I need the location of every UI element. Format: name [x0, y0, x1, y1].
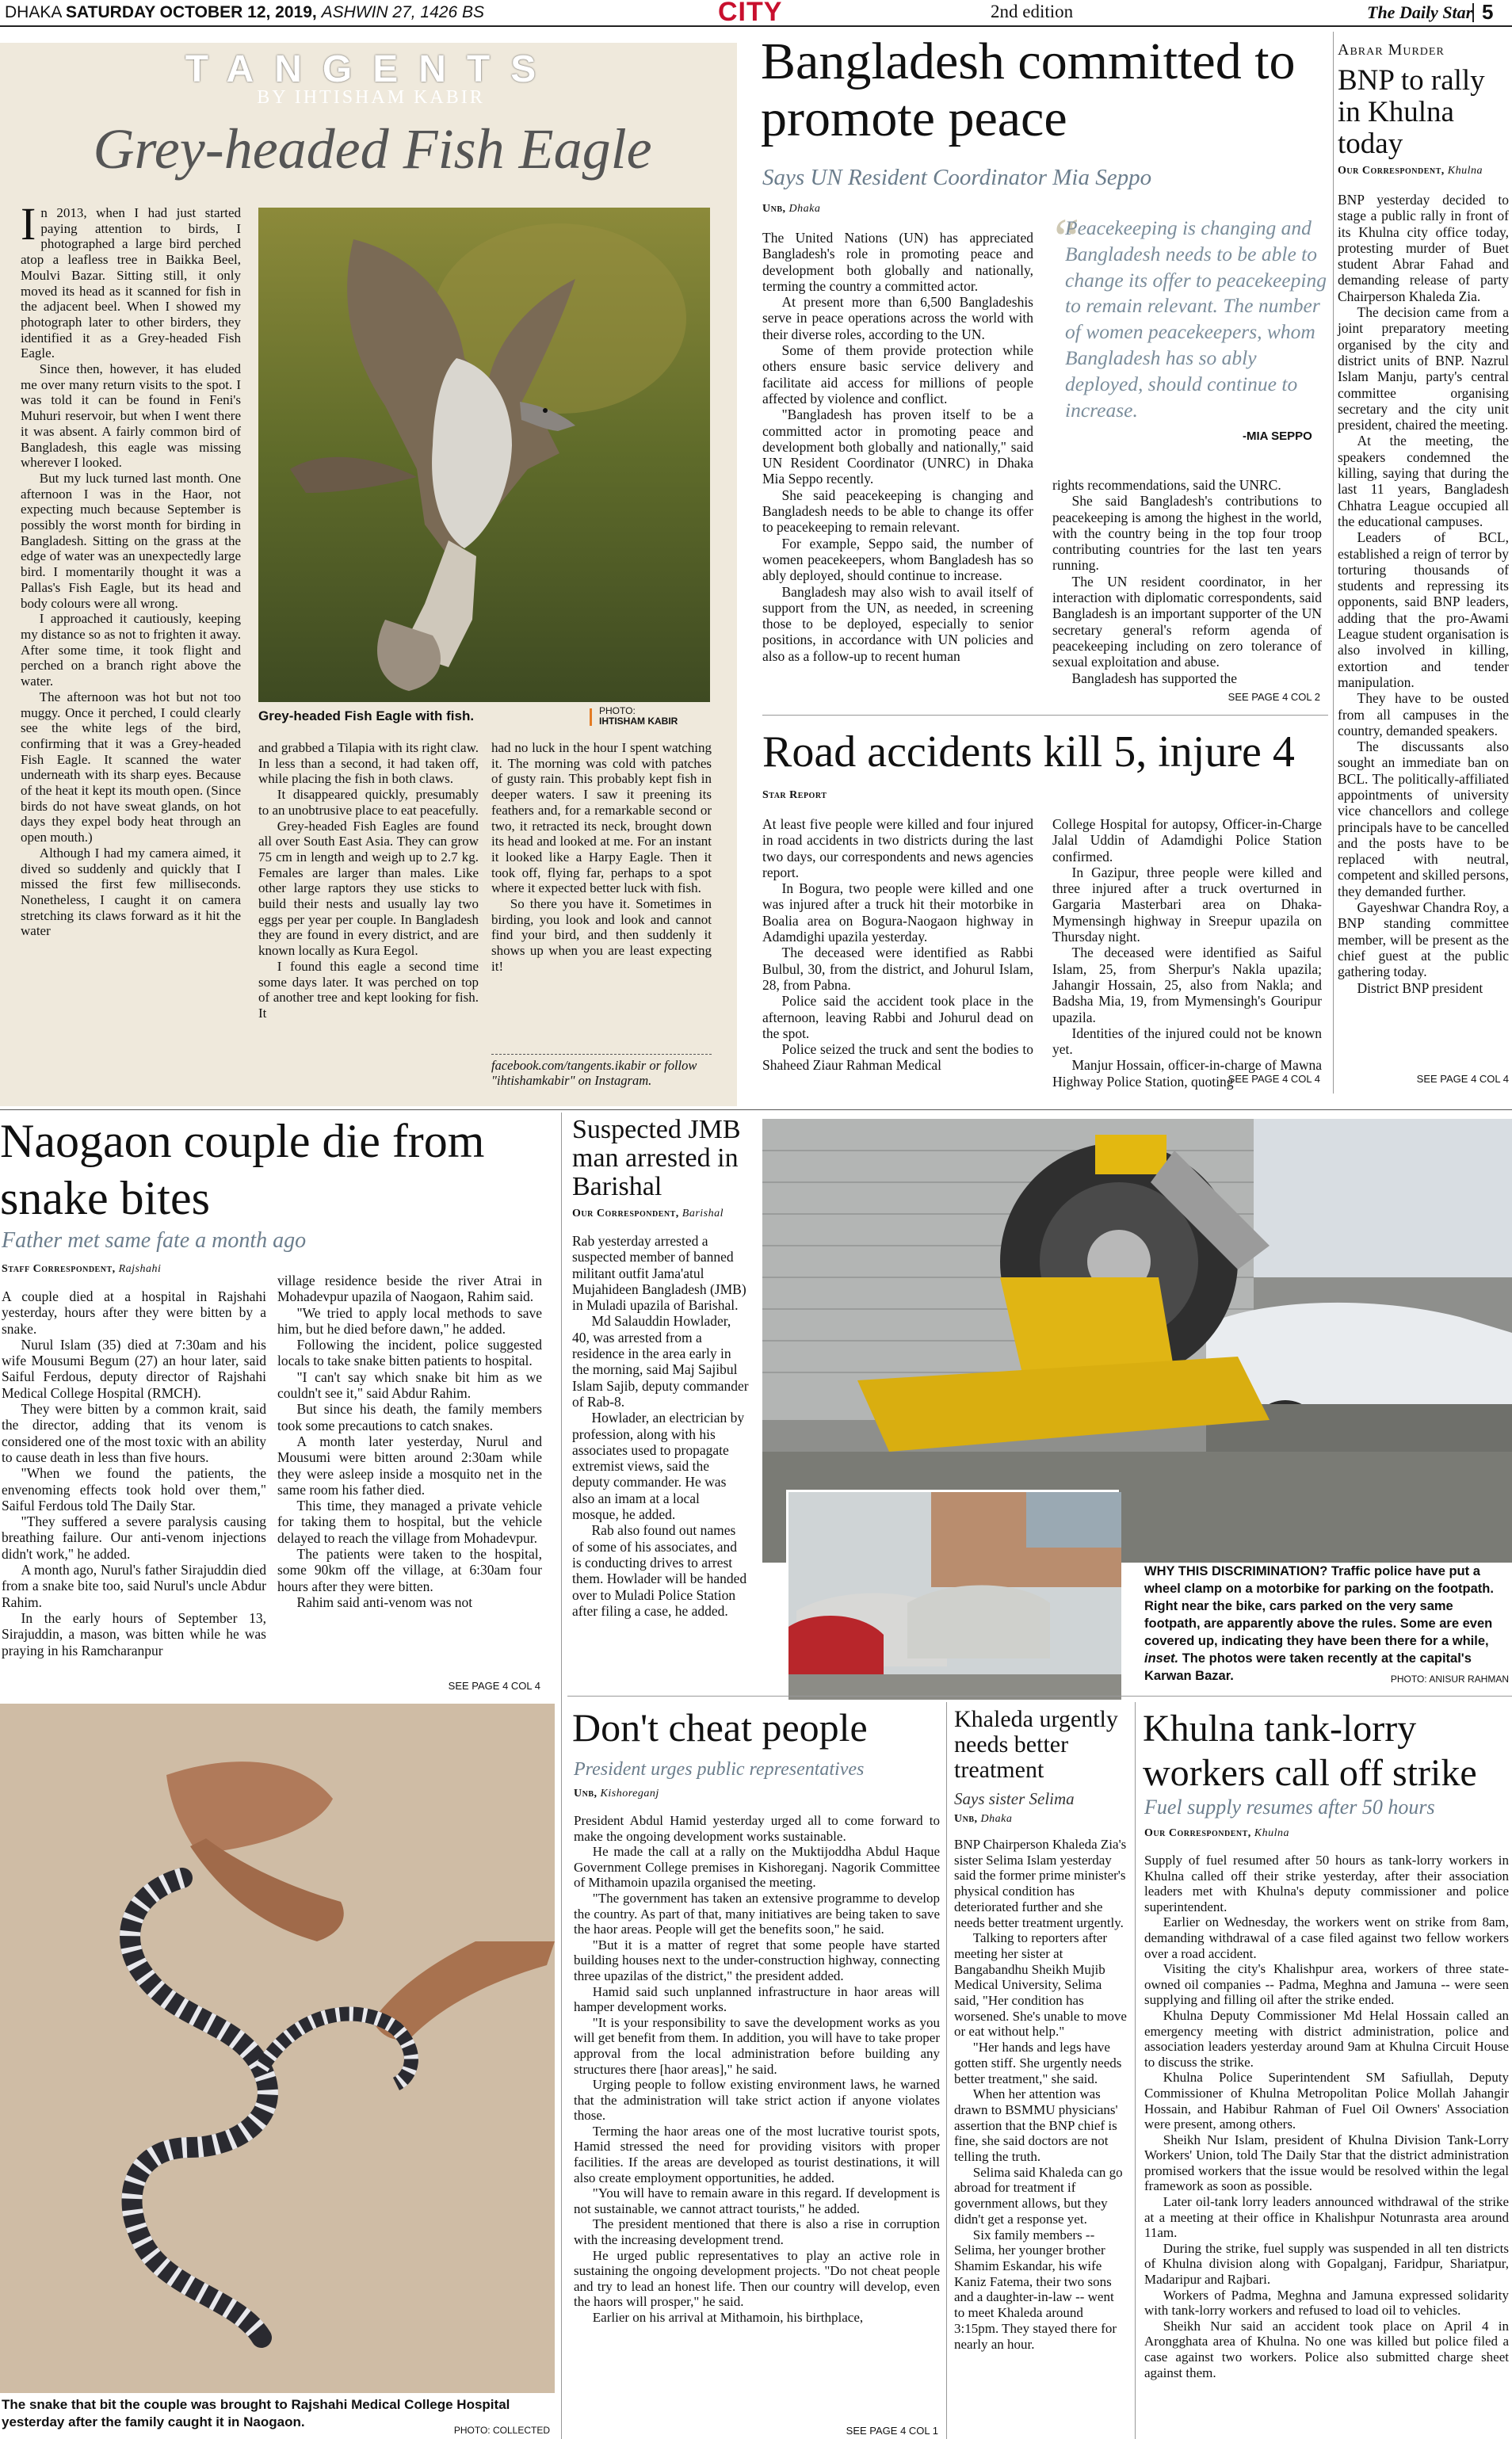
naogaon-paragraph: In the early hours of September 13, Sirajuddin, a mason, was bitten while he was praying in his Ramcharanpur [2, 1609, 266, 1658]
eagle-photo-credit: IHTISHAM KABIR [599, 716, 678, 727]
cheat-paragraph: "You will have to remain aware in this regard. If development is not sustainable, we cannot attract tourists," he added. [574, 2185, 940, 2216]
bnp-continued[interactable]: SEE PAGE 4 COL 4 [1416, 1073, 1509, 1085]
cheat-paragraph: President Abdul Hamid yesterday urged all to come forward to make the ongoing development works sustainable. [574, 1813, 940, 1844]
tangents-paragraph: It disappeared quickly, presumably to an unobtrusive place to eat peacefully. [258, 787, 479, 818]
page-header [0, 0, 1512, 27]
tangents-paragraph: had no luck in the hour I spent watching it. The morning was cold with patches of gusty rain. This probably kept fish in deeper waters. I saw it preening its feathers and, for a remarkable second or two, it retracted its neck, brought down its head and looked at me. For an instant it looked like a Harpy Eagle. Then it took off, flying far, perhaps to a spot where it expected better luck with fish. [491, 740, 712, 896]
peace-paragraph: For example, Seppo said, the number of women peacekeepers, whom Bangladesh has so ably deployed, should continue to increase. [762, 535, 1033, 584]
peace-paragraph: Some of them provide protection while others ensure basic service delivery and facilitate aid access for millions of people affected by violence and conflict. [762, 342, 1033, 406]
peace-paragraph: rights recommendations, said the UNRC. [1052, 477, 1281, 493]
bnp-kicker: Abrar Murder [1338, 41, 1445, 59]
naogaon-paragraph: A couple died at a hospital in Rajshahi yesterday, hours after they were bitten by a snake. [2, 1288, 266, 1337]
khaleda-paragraph: Six family members -- Selima, her younger brother Shamim Eskandar, his wife Kaniz Fatema, their two sons and a daughter-in-law -- went to meet Khaleda around 3:15pm. They stayed there for nearly an hour. [954, 2227, 1117, 2352]
tangents-dropcap-paragraph: In 2013, when I had just started paying attention to birds, I photographed a large bird perched atop a leafless tree in Baikka Beel, Moulvi Bazar. Sitting still, it only moved its head as it scanned for fish in the adjacent beel. When I showed my photograph later to other birders, they identified it as a Grey-headed Fish Eagle. [21, 198, 241, 361]
khulna-paragraph: Sheikh Nur Islam, president of Khulna Division Tank-Lorry Workers' Union, told The Daily Star that the district administration promised workers that the issue would be resolved within the legal framework as soon as possible. [1144, 2132, 1509, 2194]
tangents-paragraph: Although I had my camera aimed, it dived so suddenly and quickly that I missed the first few milliseconds. Nonetheless, I caught it on camera stretching its claws forward as it hit the water [21, 845, 241, 939]
column-rule [1135, 1702, 1136, 2439]
jmb-paragraph: Rab yesterday arrested a suspected member of banned militant outfit Jama'atul Mujahideen Bangladesh (JMB) in Muladi upazila of Barishal. [572, 1233, 746, 1314]
peace-quote-attribution: -MIA SEPPO [1243, 429, 1312, 443]
road-paragraph: Manjur Hossain, officer-in-charge of Mawna Highway Police Station, quoting [1052, 1057, 1322, 1090]
road-paragraph: At least five people were killed and four injured in road accidents in two districts during the last two days, our correspondents and news agencies report. [762, 816, 1033, 880]
bnp-paragraph: BNP yesterday decided to stage a public rally in front of its Khulna city office today, protesting murder of Buet student Abrar Fahad and demanding release of party Chairperson Khaleda Zia. [1338, 192, 1509, 304]
peace-paragraph: She said Bangladesh's contributions to peacekeeping is among the highest in the world, with the country being in the top four troop contributing countries for the last ten years running. [1052, 493, 1322, 574]
naogaon-paragraph: Rahim said anti-venom was not [296, 1594, 473, 1610]
cheat-paragraph: Terming the haor areas one of the most lucrative tourist spots, Hamid stressed the need for providing visitors with proper facilities. If the areas are developed as tourist destinations, it will also create employment opportunities, he added. [574, 2123, 940, 2185]
bnp-paragraph: The decision came from a joint preparatory meeting organised by the city and district units of BNP. Nazrul Islam Manju, party's central committee organising secretary and the city unit president, chaired the meeting. [1338, 304, 1509, 433]
tangents-headline: Grey-headed Fish Eagle [93, 117, 652, 181]
tangents-paragraph: I found this eagle a second time some days later. It was perched on top of another tree and kept looking for fish. It [258, 958, 479, 1021]
peace-headline: Bangladesh committed to promote peace [761, 32, 1296, 147]
khaleda-body [954, 1837, 1127, 2436]
khulna-paragraph: Earlier on Wednesday, the workers went on strike from 8am, demanding withdrawal of a case filed against two fellow workers over a road accident. [1144, 1914, 1509, 1961]
cheat-paragraph: The president mentioned that there is also a rise in corruption with the increasing development trend. [574, 2216, 940, 2248]
cheat-paragraph: Earlier on his arrival at Mithamoin, his birthplace, [592, 2310, 864, 2325]
tangents-paragraph: The afternoon was hot but not too muggy. Once it perched, I could clearly see the white legs of the bird, confirming that it was a Grey-headed Fish Eagle. It scanned the water underneath with its sharp eyes. Because of the heat it kept its mouth open. (Since birds do not have sweat glands, on hot days they expel body heat through an open mouth.) [21, 689, 241, 845]
naogaon-paragraph: "I can't say which snake bit him as we couldn't see it," said Abdur Rahim. [277, 1368, 542, 1402]
khaleda-paragraph: BNP Chairperson Khaleda Zia's sister Selima Islam yesterday said the former prime minister's physical condition has deteriorated further and she needs better treatment urgently. [954, 1837, 1127, 1930]
naogaon-paragraph: They were bitten by a common krait, said the director, adding that its venom is considered one of the most toxic with an ability to cause death in less than five hours. [2, 1401, 266, 1465]
bnp-paragraph: District BNP president [1357, 979, 1483, 996]
quote-mark: “ [1054, 207, 1079, 270]
tangents-paragraph: So there you have it. Sometimes in birding, you look and look and cannot find your bird, and then suddenly it shows up when you are least expecting it! [491, 896, 712, 974]
masthead-logo: The Daily Star [1367, 2, 1473, 22]
bnp-paragraph: Leaders of BCL, established a reign of terror by torturing thousands of students and repressing its opponents, said BNP leaders, adding that the pro-Awami League student organisation is also involved in killing, extortion and tender manipulation. [1338, 529, 1509, 690]
peace-pullquote: Peacekeeping is changing and Bangladesh needs to be able to change its offer to peacekeeping to remain relevant. The number of women peacekeepers, whom Bangladesh has so ably deployed, should continue to increase. [1065, 216, 1327, 422]
road-paragraph: In Bogura, two people were killed and one was injured after a truck hit their motorbike in Boalia area on Bogura-Naogaon highway in Adamdighi upazila yesterday. [762, 880, 1033, 945]
bnp-paragraph: Gayeshwar Chandra Roy, a BNP standing committee member, will be present as the chief guest at the public gathering today. [1338, 899, 1509, 980]
khulna-paragraph: Later oil-tank lorry leaders announced withdrawal of the strike at a meeting at their office in Khalishpur Notunrasta area around 11am. [1144, 2194, 1509, 2241]
naogaon-continued[interactable]: SEE PAGE 4 COL 4 [448, 1680, 540, 1692]
cheat-paragraph: "It is your responsibility to save the development works as you will get benefit from them. In addition, you will have to take proper approval from the local administration before building any structures there [haor areas]," he said. [574, 2014, 940, 2077]
cheat-paragraph: Hamid said such unplanned infrastructure in haor areas will hamper development works. [574, 1983, 940, 2015]
motorbike-clamp-photo [762, 1119, 1512, 1563]
khulna-headline: Khulna tank-lorry workers call off strike [1143, 1708, 1477, 1794]
naogaon-paragraph: "They suffered a severe paralysis causing breathing failure. Our anti-venom injections didn't work," he added. [2, 1513, 266, 1562]
column-rule [946, 1702, 947, 2439]
tangents-panel [0, 43, 737, 1106]
snake-photo-caption: The snake that bit the couple was brought to Rajshahi Medical College Hospital yesterday after the family caught it in Naogaon. [2, 2397, 510, 2429]
khulna-paragraph: Khulna Police Superintendent SM Safiullah, Deputy Commissioner of Khulna Metropolitan Police Mollah Jahangir Hossain, and Habibur Rahman of Fuel Oil Owners' Association were present, among others. [1144, 2070, 1509, 2132]
naogaon-paragraph: This time, they managed a private vehicle for taking them to hospital, but the vehicle delayed to reach the village from Mohadevpur. [277, 1498, 542, 1546]
peace-subhead: Says UN Resident Coordinator Mia Seppo [762, 165, 1152, 190]
cheat-paragraph: Urging people to follow existing environment laws, he warned that the administration will take strict action if anyone violates those. [574, 2077, 940, 2124]
tangents-paragraph: I approached it cautiously, keeping my distance so as not to frighten it away. After some time, it took flight and perched on a branch right above the water. [21, 611, 241, 689]
peace-paragraph: At present more than 6,500 Bangladeshis serve in peace operations across the world with their diverse roles, according to the UN. [762, 294, 1033, 342]
tangents-paragraph: n 2013, when I had just started paying attention to birds, I photographed a large bird perched atop a leafless tree in Baikka Beel, Moulvi Bazar. Sitting still, it only moved its head as it scanned for fish in the adjacent beel. When I showed my photograph later to other birders, they identified it as a Grey-headed Fish Eagle. [21, 205, 241, 361]
jmb-paragraph: Rab also found out names of some of his associates, and is conducting drives to arrest them. Howlader will be handed over to Muladi Police Station after filing a case, he added. [572, 1522, 747, 1619]
bnp-paragraph: They have to be ousted from all campuses in the country, demanded speakers. [1338, 690, 1509, 739]
column-rule [1333, 32, 1334, 1094]
road-paragraph: The deceased were identified as Rabbi Bulbul, 30, from the district, and Johurul Islam, 28, from Pabna. [762, 945, 1033, 993]
section-rule [762, 715, 1328, 716]
jmb-body [572, 1233, 750, 1677]
caption-lead: WHY THIS DISCRIMINATION? [1144, 1564, 1328, 1578]
tangents-paragraph: Since then, however, it has eluded me over many return visits to the spot. I was told it can be found in Feni's Muhuri reservoir, but when I went there it was absent. A fairly common bird of Bangladesh, this eagle was missing wherever I looked. [21, 361, 241, 471]
road-paragraph: Identities of the injured could not be known yet. [1052, 1025, 1322, 1058]
page-fold-rule [0, 1109, 1512, 1110]
khulna-paragraph: Supply of fuel resumed after 50 hours as tank-lorry workers in Khulna called off their strike yesterday, after their association leaders met with Khulna's deputy commissioner and police superintendent. [1144, 1853, 1509, 1914]
peace-col2 [1052, 477, 1322, 697]
bnp-paragraph: The discussants also sought an immediate ban on BCL. The politically-affiliated appointments of university vice chancellors and college principals have to be cancelled and the posts have to be replaced with neutral, competent and skilled persons, they demanded further. [1338, 739, 1509, 899]
cheat-paragraph: "The government has taken an extensive programme to develop the country. As part of that, many initiatives are being taken to save the haor areas. People will get the benefits soon," he said. [574, 1890, 940, 1937]
khaleda-paragraph: Selima said Khaleda can go abroad for treatment if government allows, but they didn't get a response yet. [954, 2164, 1123, 2227]
khulna-body [1144, 1853, 1509, 2436]
cheat-paragraph: He urged public representatives to play an active role in sustaining the ongoing development projects. "Do not cheat people and try to lead an honest life. Then our country will develop, even the haors will prosper," he said. [574, 2247, 940, 2310]
section-rule [567, 1696, 1512, 1697]
header-divider [1472, 3, 1474, 22]
column-rule [561, 1113, 562, 2439]
road-byline: Star Report [762, 789, 827, 801]
credit-marker [590, 708, 592, 726]
tangents-paragraph: Grey-headed Fish Eagles are found all over South East Asia. They can grow 75 cm in length and weigh up to 2.7 kg. Females are larger than males. Like other large raptors they use sticks to build their nests and usually lay two eggs per year per couple. In Bangladesh they are found in every district, and are known locally as Kura Eegol. [258, 818, 479, 959]
edition-label: 2nd edition [991, 2, 1074, 21]
cheat-continued[interactable]: SEE PAGE 4 COL 1 [846, 2425, 938, 2437]
naogaon-col1 [2, 1288, 266, 1677]
khulna-byline: Our Correspondent, Khulna [1144, 1827, 1290, 1839]
covered-cars-inset [786, 1490, 1119, 1697]
road-continued[interactable]: SEE PAGE 4 COL 4 [1228, 1073, 1320, 1085]
tangents-col2 [258, 740, 479, 1093]
eagle-photo-caption: Grey-headed Fish Eagle with fish. [258, 708, 475, 723]
road-paragraph: Police said the accident took place in the afternoon, leaving Rabbi and Johurul dead on the spot. [762, 993, 1033, 1041]
tangents-col1 [21, 198, 241, 1093]
cheat-paragraph: He made the call at a rally on the Muktijoddha Abdul Haque Government College premises in Kishoreganj. Nagorik Committee of Mithamoin upazila organised the meeting. [574, 1844, 940, 1891]
tangents-kicker: TANGENTS [185, 48, 557, 90]
page-number: 5 [1482, 0, 1494, 24]
bnp-body [1338, 192, 1509, 1065]
naogaon-paragraph: A month ago, Nurul's father Sirajuddin died from a snake bite too, said Nurul's uncle Abdur Rahim. [2, 1562, 266, 1610]
khulna-paragraph: During the strike, fuel supply was suspended in all ten districts of Khulna division along with Gopalganj, Faridpur, Shariatpur, Madaripur and Rajbari. [1144, 2240, 1509, 2288]
peace-col1 [762, 230, 1033, 705]
peace-paragraph: "Bangladesh has proven itself to be a committed actor in promoting peace and development both globally and nationally," said UN Resident Coordinator (UNRC) in Dhaka Mia Seppo recently. [762, 406, 1033, 487]
naogaon-col2 [277, 1273, 542, 1677]
road-paragraph: The deceased were identified as Saiful Islam, 25, from Sherpur's Nakla upazila; Jahangir Hossain, 25, also from Nakla; and Badsha Mia, 19, from Mymensingh's Gouripur upazila. [1052, 945, 1322, 1025]
naogaon-paragraph: A month later yesterday, Nurul and Mousumi were bitten around 2:30am while they were asleep inside a mosquito net in the same room his father died. [277, 1433, 542, 1498]
tangents-col3 [491, 740, 712, 1041]
khaleda-paragraph: "Her hands and legs have gotten stiff. She urgently needs better treatment," she said. [954, 2040, 1122, 2086]
tangents-paragraph: and grabbed a Tilapia with its right claw. In less than a second, it had taken off, while placing the fish in both claws. [258, 740, 479, 787]
eagle-photo-credit-label: PHOTO: [599, 705, 636, 716]
khulna-paragraph: Visiting the city's Khalishpur area, workers of three state-owned oil companies -- Padma, Meghna and Jamuna -- were seen supplying and filling oil after the strike ended. [1144, 1961, 1509, 2008]
naogaon-paragraph: Nurul Islam (35) died at 7:30am and his wife Mousumi Begum (27) an hour later, said Saiful Ferdous, deputy director of Rajshahi Medical College Hospital (RMCH). [2, 1336, 266, 1401]
road-paragraph: Police seized the truck and sent the bodies to Shaheed Ziaur Rahman Medical [762, 1041, 1033, 1074]
khaleda-headline: Khaleda urgently needs better treatment [954, 1706, 1118, 1783]
cheat-headline: Don't cheat people [572, 1705, 868, 1750]
dateline-date: SATURDAY OCTOBER 12, 2019, [66, 3, 317, 21]
bnp-byline: Our Correspondent, Khulna [1338, 165, 1483, 177]
bnp-headline: BNP to rally in Khulna today [1338, 64, 1485, 160]
jmb-headline: Suspected JMB man arrested in Barishal [572, 1115, 741, 1201]
peace-continued[interactable]: SEE PAGE 4 COL 2 [1228, 691, 1320, 703]
eagle-caption-row [258, 705, 710, 729]
road-paragraph: College Hospital for autopsy, Officer-in-Charge Jalal Uddin of Adamdighi Police Station confirmed. [1052, 816, 1322, 865]
naogaon-paragraph: "We tried to apply local methods to save him, but he died before dawn," he added. [277, 1304, 542, 1337]
tangents-footer[interactable]: facebook.com/tangents.ikabir or follow "ihtishamkabir" on Instagram. [491, 1054, 712, 1088]
naogaon-paragraph: "When we found the patients, the envenoming effects took hold over them," Saiful Ferdous told The Daily Star. [2, 1465, 266, 1513]
tangents-author: BY IHTISHAM KABIR [257, 87, 485, 108]
peace-byline: Unb, Dhaka [762, 203, 821, 215]
dateline [5, 3, 484, 22]
naogaon-paragraph: Following the incident, police suggested locals to take snake bitten patients to hospital. [277, 1337, 542, 1369]
cheat-body [574, 1813, 940, 2422]
caption-end: The photos were taken recently at the capital's Karwan Bazar. [1144, 1651, 1472, 1683]
motorbike-photo-credit: PHOTO: ANISUR RAHMAN [1390, 1674, 1509, 1685]
jmb-paragraph: Howlader, an electrician by profession, along with his associates used to propagate extremist views, said the deputy commander. He was also an imam at a local mosque, he added. [572, 1410, 745, 1523]
khaleda-byline: Unb, Dhaka [954, 1813, 1013, 1825]
naogaon-paragraph: But since his death, the family members took some precautions to catch snakes. [277, 1401, 542, 1433]
naogaon-paragraph: The patients were taken to the hospital, some 90km off the village, at 6:30am four hours after they were bitten. [277, 1546, 542, 1594]
snake-photo [0, 1704, 555, 2393]
bnp-paragraph: At the meeting, the speakers condemned the killing, saying that during the last 11 years, Bangladesh Chhatra League occupied all the educational campuses. [1338, 433, 1509, 529]
naogaon-paragraph: village residence beside the river Atrai in Mohadevpur upazila of Naogaon, Rahim said. [277, 1273, 542, 1305]
eagle-photo [258, 208, 710, 702]
jmb-byline: Our Correspondent, Barishal [572, 1208, 724, 1220]
naogaon-subhead: Father met same fate a month ago [2, 1228, 307, 1253]
caption-text: Traffic police have put a wheel clamp on a motorbike for parking on the footpath. Right near the bike, cars parked on the very same footpath, are apparently above the rules. Some are even covered up, indicating they have been there for a while, [1144, 1564, 1494, 1648]
peace-paragraph: The United Nations (UN) has appreciated Bangladesh's role in promoting peace and development both globally and nationally, terming the country a committed actor. [762, 230, 1033, 294]
section-name: CITY [718, 0, 783, 27]
khaleda-paragraph: When her attention was drawn to BSMMU physicians' assertion that the BNP chief is fine, she said doctors are not telling the truth. [954, 2086, 1118, 2165]
khulna-subhead: Fuel supply resumes after 50 hours [1144, 1796, 1435, 1819]
khulna-paragraph: Khulna Deputy Commissioner Md Helal Hossain called an emergency meeting with district administration, police and association leaders yesterday around 9am at Khulna Circuit House to discuss the strike. [1144, 2007, 1509, 2070]
dateline-bangla-date: ASHWIN 27, 1426 BS [321, 3, 484, 21]
khaleda-paragraph: Talking to reporters after meeting her sister at Bangabandhu Sheikh Mujib Medical University, Selima said, "Her condition has worsened. She's unable to move or eat without help." [954, 1930, 1127, 2040]
tangents-paragraph: But my luck turned last month. One afternoon I was in the Haor, not expecting much because September is possibly the worst month for birding in Bangladesh. Sitting on the grass at the edge of water was an unexpectedly large bird. I momentarily thought it was a Pallas's Fish Eagle, but its head and body colours were all wrong. [21, 470, 241, 611]
peace-paragraph: The UN resident coordinator, in her interaction with diplomatic correspondents, said Bangladesh is an important supporter of the UN secretary general's reform agenda of peacekeeping including on zero tolerance of sexual exploitation and abuse. [1052, 573, 1322, 670]
naogaon-byline: Staff Correspondent, Rajshahi [2, 1263, 162, 1275]
khulna-paragraph: Sheikh Nur said an accident took place on April 4 in Arongghata area of Khulna. No one was killed but police filed a case against two workers. Police also submitted charge sheet against them. [1144, 2318, 1509, 2380]
snake-photo-credit: PHOTO: COLLECTED [453, 2425, 550, 2436]
khulna-paragraph: Workers of Padma, Meghna and Jamuna expressed solidarity with tank-lorry workers and refused to load oil to vehicles. [1144, 2287, 1509, 2319]
cheat-subhead: President urges public representatives [574, 1759, 865, 1780]
jmb-paragraph: Md Salauddin Howlader, 40, was arrested from a residence in the area early in the morning, said Maj Sajibul Islam Sajib, deputy commander of Rab-8. [572, 1313, 749, 1410]
khaleda-subhead: Says sister Selima [954, 1789, 1075, 1808]
peace-paragraph: She said peacekeeping is changing and Bangladesh needs to be able to change its offer to peacekeeping to remain relevant. [762, 487, 1033, 536]
peace-paragraph: Bangladesh may also wish to avail itself of support from the UN, as needed, in screening those to be deployed, especially to senior positions, in accordance with UN policies and also as a follow-up to recent human [762, 583, 1033, 664]
cheat-byline: Unb, Kishoreganj [574, 1788, 659, 1800]
caption-inset-word: inset. [1144, 1651, 1179, 1666]
peace-paragraph: Bangladesh has supported the [1071, 670, 1237, 686]
road-paragraph: In Gazipur, three people were killed and three injured after a truck overturned in Gargaria Masterbari area on Dhaka-Mymensingh highway in Sreepur upazila on Thursday night. [1052, 864, 1322, 945]
naogaon-headline: Naogaon couple die from snake bites [0, 1115, 485, 1224]
dateline-city: DHAKA [5, 3, 62, 21]
road-col1 [762, 816, 1033, 1086]
road-headline: Road accidents kill 5, injure 4 [762, 727, 1295, 777]
motorbike-photo-caption [1144, 1563, 1509, 1685]
cheat-paragraph: "But it is a matter of regret that some people have started building houses next to the under-construction highway, connecting three upazilas of the district," the president added. [574, 1937, 940, 1983]
